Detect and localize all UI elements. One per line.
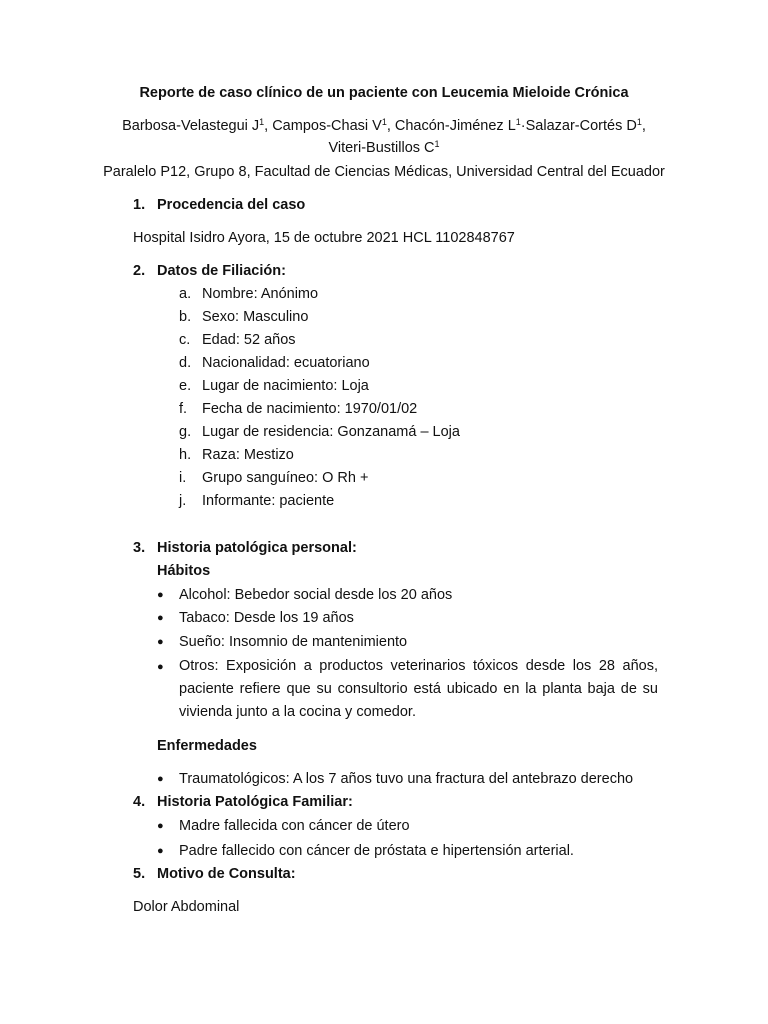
family-history-item: Madre fallecida con cáncer de útero <box>179 818 410 834</box>
list-item-letter: b. <box>179 309 192 325</box>
author-1: Barbosa-Velastegui J <box>122 118 260 134</box>
list-item-letter: d. <box>179 355 192 371</box>
habit-item: Alcohol: Bebedor social desde los 20 años <box>179 587 453 603</box>
section-5-number: 5. <box>133 866 146 882</box>
section-3-heading: Historia patológica personal: <box>157 540 357 556</box>
list-item: Sexo: Masculino <box>202 309 309 325</box>
section-4-number: 4. <box>133 794 146 810</box>
list-item: Nombre: Anónimo <box>202 286 319 302</box>
list-item-letter: f. <box>179 401 188 417</box>
list-item: Informante: paciente <box>202 493 335 509</box>
list-item: Raza: Mestizo <box>202 447 294 463</box>
section-1-text: Hospital Isidro Ayora, 15 de octubre 2021 HCL 1102848767 <box>133 230 515 246</box>
bullet-icon: ● <box>157 636 164 648</box>
habit-item-otros: Otros: Exposición a productos veterinarios tóxicos desde los 28 años, paciente refiere que su consultorio está ubicado en la planta baja de su vivienda junto a la cocina y comedor. <box>179 658 658 720</box>
list-item: Lugar de nacimiento: Loja <box>202 378 369 394</box>
list-item: Edad: 52 años <box>202 332 296 348</box>
enfermedades-heading: Enfermedades <box>157 738 257 754</box>
list-item-letter: c. <box>179 332 191 348</box>
section-2-number: 2. <box>133 263 146 279</box>
section-5-heading: Motivo de Consulta: <box>157 866 296 882</box>
bullet-icon: ● <box>157 661 164 673</box>
list-item-letter: g. <box>179 424 192 440</box>
document-title: Reporte de caso clínico de un paciente con Leucemia Mieloide Crónica <box>139 85 629 101</box>
author-line-1: Barbosa-Velastegui $J^1$, Campos-Chasi $V^1$, Chacón-Jiménez $L^1\cdot Salazar$-Cortés $D^1$, <box>122 117 646 134</box>
section-4-heading: Historia Patológica Familiar: <box>157 794 353 810</box>
author-5: Viteri-Bustillos C <box>328 140 435 156</box>
section-2-heading: Datos de Filiación: <box>157 263 286 279</box>
list-item-letter: e. <box>179 378 192 394</box>
list-item: Lugar de residencia: Gonzanamá – Loja <box>202 424 460 440</box>
section-5-text: Dolor Abdominal <box>133 899 240 915</box>
section-1-number: 1. <box>133 197 146 213</box>
bullet-icon: ● <box>157 589 164 601</box>
bullet-icon: ● <box>157 820 164 832</box>
section-3-number: 3. <box>133 540 146 556</box>
author-2: , Campos-Chasi V <box>264 118 382 134</box>
habitos-heading: Hábitos <box>157 563 211 579</box>
family-history-item: Padre fallecido con cáncer de próstata e hipertensión arterial. <box>179 843 574 859</box>
affiliation: Paralelo P12, Grupo 8, Facultad de Ciencias Médicas, Universidad Central del Ecuador <box>103 164 665 180</box>
bullet-icon: ● <box>157 845 164 857</box>
list-item-letter: j. <box>179 493 187 509</box>
list-item-letter: i. <box>179 470 187 486</box>
habit-item: Tabaco: Desde los 19 años <box>179 610 354 626</box>
author-3: , Chacón-Jiménez L <box>386 118 516 134</box>
list-item-letter: h. <box>179 447 192 463</box>
list-item-letter: a. <box>179 286 192 302</box>
author-4: ·Salazar-Cortés D <box>520 118 637 134</box>
list-item: Nacionalidad: ecuatoriano <box>202 355 370 371</box>
habit-item: Sueño: Insomnio de mantenimiento <box>179 634 408 650</box>
disease-item: Traumatológicos: A los 7 años tuvo una fractura del antebrazo derecho <box>179 771 634 787</box>
list-item: Grupo sanguíneo: O Rh + <box>202 470 369 486</box>
author-line-2: Viteri-Bustillos $C^1$ <box>328 139 440 156</box>
list-item: Fecha de nacimiento: 1970/01/02 <box>202 401 418 417</box>
section-1-heading: Procedencia del caso <box>157 197 306 213</box>
bullet-icon: ● <box>157 612 164 624</box>
bullet-icon: ● <box>157 773 164 785</box>
